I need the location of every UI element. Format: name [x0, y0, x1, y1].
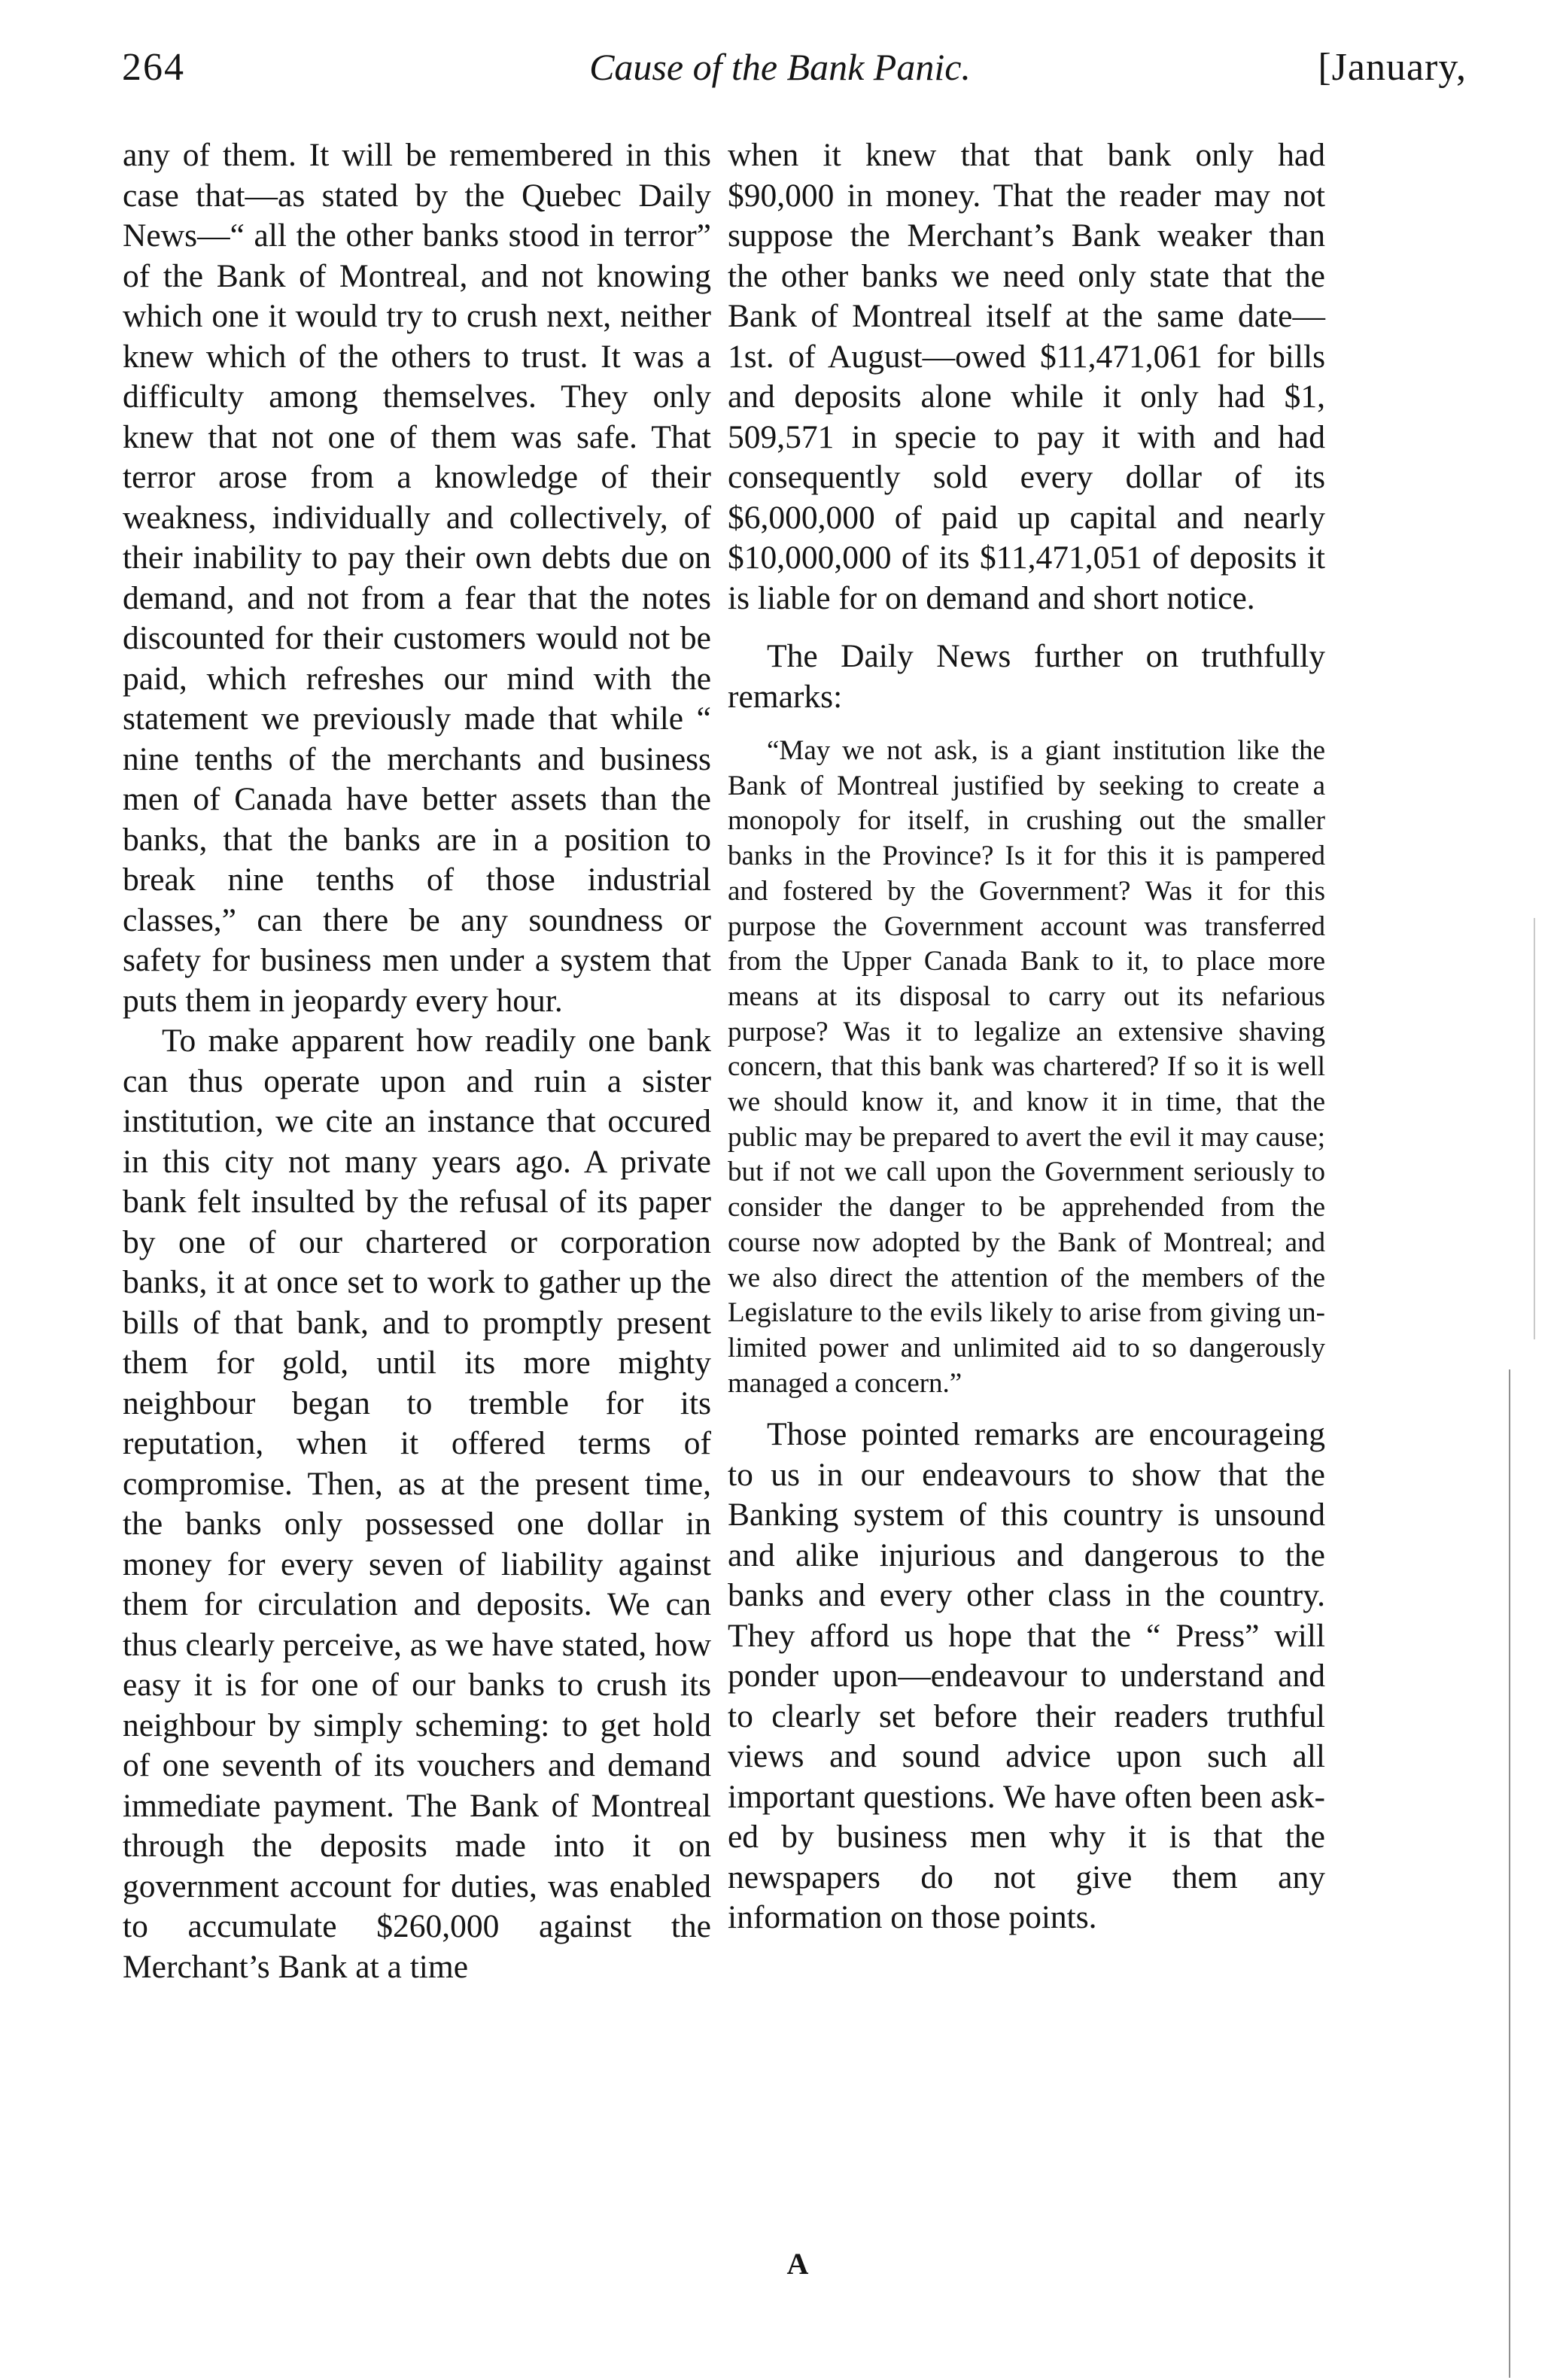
- right-paragraph-1: when it knew that that bank only had $90,000 in money. That the reader may not suppose the Merchant’s Bank weaker than the other banks we need only state that the Bank of Montreal itself at the same date—1st. of August—owed $11,471,061 for bills and deposits alone while it only had $1, 509,571 in specie to pay it with and had consequently sold every dollar of its $6,000,000 of paid up capital and nearly $10,000,000 of its $11,471,051 of deposits it is liable for on demand and short notice.: [728, 137, 1325, 616]
- scan-edge-line: [1509, 1369, 1510, 2378]
- signature-mark: A: [786, 2247, 809, 2281]
- right-paragraph-3: Those pointed remarks are encourageing to us in our endeavours to show that the Banking system of this country is unsound and alike injurious and dangerous to the banks and every other class in the country. They afford us hope that the “ Press” will ponder upon—endeavour to understand and to clearly set before their readers truthful views and sound advice upon such all important questions. We have often been asked by business men why it is that the newspapers do not give them any information on those points.: [728, 1416, 1325, 1936]
- running-title: Cause of the Bank Panic.: [589, 46, 971, 88]
- left-paragraph-2: To make apparent how readily one bank can thus operate upon and ruin a sister institution, we cite an instance that occured in this city not many years ago. A private bank felt insulted by the refusal of its paper by one of our chartered or corporation banks, it at once set to work to gather up the bills of that bank, and to promptly present them for gold, until its more mighty neighbour began to tremble for its reputation, when it offered terms of compromise. Then, as at the present time, the banks only possessed one dollar in money for every seven of liability against them for circulation and deposits. We can thus clearly perceive, as we have stated, how easy it is for one of our banks to crush its neighbour by simply scheming: to get hold of one seventh of its vouchers and demand immediate payment. The Bank of Montreal through the deposits made into it on government account for duties, was enabled to accumulate $260,000 against the Merchant’s Bank at a time: [123, 1023, 711, 1985]
- right-paragraph-2: The Daily News further on truthfully remarks:: [728, 638, 1325, 715]
- issue-month: [January,: [1318, 46, 1467, 89]
- page-number: 264: [122, 46, 185, 89]
- left-column: [123, 135, 711, 1987]
- right-column: [728, 135, 1325, 1938]
- scan-edge-line-faint: [1534, 918, 1535, 1339]
- left-paragraph-1: any of them. It will be remembered in this case that—as stated by the Quebec Daily News—“ all the other banks stood in terror” of the Bank of Montreal, and not knowing which one it would try to crush next, neither knew which of the others to trust. It was a difficulty among themselves. They only knew that not one of them was safe. That terror arose from a knowledge of their weakness, individually and collectively, of their inability to pay their own debts due on demand, and not from a fear that the notes discounted for their customers would not be paid, which refreshes our mind with the statement we previously made that while “ nine tenths of the merchants and business men of Canada have better assets than the banks, that the banks are in a position to break nine tenths of those industrial classes,” can there be any soundness or safety for business men under a system that puts them in jeopardy every hour.: [123, 137, 711, 1019]
- page-header: [0, 45, 1560, 113]
- block-quote: “May we not ask, is a giant institution like the Bank of Montreal justified by seeking to create a monopoly for itself, in crushing out the smaller banks in the Province? Is it for this it is pampered and fostered by the Government? Was it for this purpose the Government account was transferred from the Upper Canada Bank to it, to place more means at its disposal to carry out its nefarious purpose? Was it to legalize an extensive shaving concern, that this bank was chartered? If so it is well we should know it, and know it in time, that the public may be prepared to avert the evil it may cause; but if not we call upon the Government seriously to consider the danger to be apprehended from the course now adopted by the Bank of Montreal; and we also direct the attention of the members of the Legislature to the evils likely to arise from giving unlimited power and unlimited aid to so dangerously managed a concern.”: [728, 735, 1325, 1399]
